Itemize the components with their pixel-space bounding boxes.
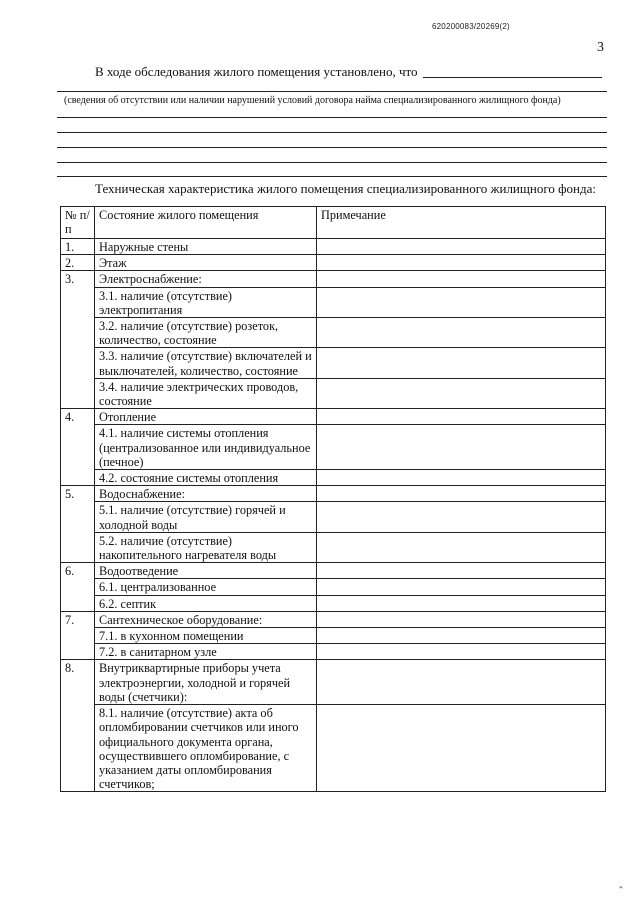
remark-cell[interactable] bbox=[317, 271, 606, 287]
row-text: 5.1. наличие (отсутствие) горячей и холодной воды bbox=[95, 502, 317, 532]
remark-cell[interactable] bbox=[317, 595, 606, 611]
remark-cell[interactable] bbox=[317, 409, 606, 425]
page-number: 3 bbox=[597, 40, 604, 55]
row-number: 4. bbox=[61, 409, 95, 486]
table-row bbox=[61, 470, 606, 486]
row-text: 7.1. в кухонном помещении bbox=[95, 628, 317, 644]
table-row bbox=[61, 486, 606, 502]
table-row bbox=[61, 628, 606, 644]
row-number: 1. bbox=[61, 239, 95, 255]
row-text: 3.1. наличие (отсутствие) электропитания bbox=[95, 287, 317, 317]
blank-line-2 bbox=[57, 132, 607, 133]
remark-cell[interactable] bbox=[317, 579, 606, 595]
remark-cell[interactable] bbox=[317, 378, 606, 408]
table-row bbox=[61, 660, 606, 705]
table-row bbox=[61, 409, 606, 425]
blank-line-4 bbox=[57, 162, 607, 163]
row-text: Внутриквартирные приборы учета электроэнергии, холодной и горячей воды (счетчики): bbox=[95, 660, 317, 705]
scan-mark: ‶ bbox=[619, 886, 623, 897]
remark-cell[interactable] bbox=[317, 502, 606, 532]
remark-cell[interactable] bbox=[317, 255, 606, 271]
intro-text: В ходе обследования жилого помещения установлено, что bbox=[95, 64, 418, 79]
row-number: 3. bbox=[61, 271, 95, 409]
characteristics-table bbox=[60, 206, 606, 792]
row-number: 2. bbox=[61, 255, 95, 271]
table-row bbox=[61, 579, 606, 595]
row-text: 4.2. состояние системы отопления bbox=[95, 470, 317, 486]
remark-cell[interactable] bbox=[317, 644, 606, 660]
table-row bbox=[61, 287, 606, 317]
remark-cell[interactable] bbox=[317, 318, 606, 348]
remark-cell[interactable] bbox=[317, 628, 606, 644]
remark-cell[interactable] bbox=[317, 705, 606, 792]
note-underline bbox=[57, 91, 607, 92]
row-text: 3.3. наличие (отсутствие) включателей и выключателей, количество, состояние bbox=[95, 348, 317, 378]
row-text: 3.2. наличие (отсутствие) розеток, количество, состояние bbox=[95, 318, 317, 348]
note-text: (сведения об отсутствии или наличии нарушений условий договора найма специализированного жилищного фонда) bbox=[64, 95, 561, 106]
row-text: 5.2. наличие (отсутствие) накопительного нагревателя воды bbox=[95, 532, 317, 562]
remark-cell[interactable] bbox=[317, 486, 606, 502]
row-text: Отопление bbox=[95, 409, 317, 425]
table-row bbox=[61, 378, 606, 408]
table-row bbox=[61, 595, 606, 611]
table-row bbox=[61, 532, 606, 562]
header-remark: Примечание bbox=[317, 207, 606, 239]
row-text: 4.1. наличие системы отопления (централизованное или индивидуальное (печное) bbox=[95, 425, 317, 470]
row-text: Этаж bbox=[95, 255, 317, 271]
table-row bbox=[61, 255, 606, 271]
row-text: 8.1. наличие (отсутствие) акта об опломбировании счетчиков или иного официального документа органа, осуществившего опломбирование, с указанием даты опломбирования счетчиков; bbox=[95, 705, 317, 792]
section-heading: Техническая характеристика жилого помещения специализированного жилищного фонда: bbox=[95, 181, 596, 196]
header-state: Состояние жилого помещения bbox=[95, 207, 317, 239]
row-text: Водоотведение bbox=[95, 563, 317, 579]
remark-cell[interactable] bbox=[317, 348, 606, 378]
remark-cell[interactable] bbox=[317, 470, 606, 486]
row-text: Наружные стены bbox=[95, 239, 317, 255]
table-row bbox=[61, 644, 606, 660]
row-text: Сантехническое оборудование: bbox=[95, 611, 317, 627]
header-number: № п/п bbox=[61, 207, 95, 239]
table-header-row bbox=[61, 207, 606, 239]
table-row bbox=[61, 563, 606, 579]
row-text: Электроснабжение: bbox=[95, 271, 317, 287]
remark-cell[interactable] bbox=[317, 287, 606, 317]
row-number: 5. bbox=[61, 486, 95, 563]
remark-cell[interactable] bbox=[317, 425, 606, 470]
table-row bbox=[61, 318, 606, 348]
table-row bbox=[61, 239, 606, 255]
remark-cell[interactable] bbox=[317, 660, 606, 705]
remark-cell[interactable] bbox=[317, 239, 606, 255]
table-row bbox=[61, 502, 606, 532]
blank-line-5 bbox=[57, 176, 607, 177]
remark-cell[interactable] bbox=[317, 611, 606, 627]
row-number: 6. bbox=[61, 563, 95, 612]
table-row bbox=[61, 611, 606, 627]
row-text: 6.2. септик bbox=[95, 595, 317, 611]
table-row bbox=[61, 271, 606, 287]
row-number: 8. bbox=[61, 660, 95, 792]
row-text: Водоснабжение: bbox=[95, 486, 317, 502]
table-row bbox=[61, 705, 606, 792]
row-text: 7.2. в санитарном узле bbox=[95, 644, 317, 660]
table-row bbox=[61, 348, 606, 378]
row-text: 3.4. наличие электрических проводов, состояние bbox=[95, 378, 317, 408]
table-row bbox=[61, 425, 606, 470]
row-number: 7. bbox=[61, 611, 95, 660]
remark-cell[interactable] bbox=[317, 563, 606, 579]
blank-line-1 bbox=[57, 117, 607, 118]
row-text: 6.1. централизованное bbox=[95, 579, 317, 595]
blank-line-3 bbox=[57, 147, 607, 148]
document-number: 620200083/20269(2) bbox=[432, 22, 510, 31]
remark-cell[interactable] bbox=[317, 532, 606, 562]
intro-fill-line bbox=[423, 77, 602, 78]
